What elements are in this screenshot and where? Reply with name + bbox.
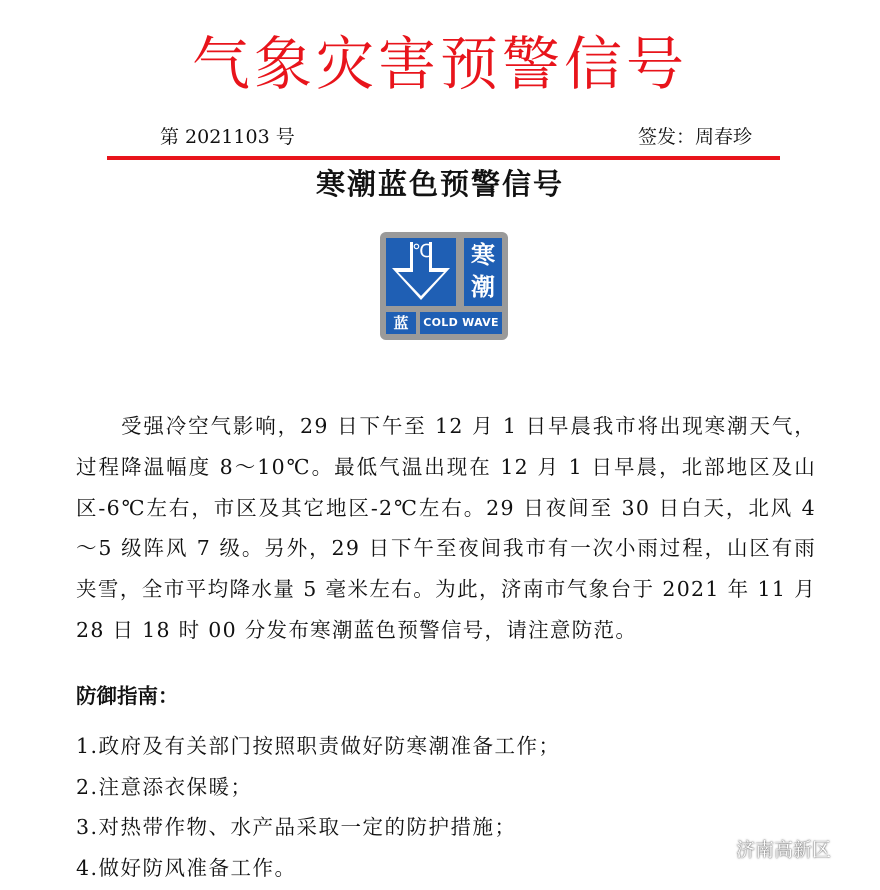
warning-paragraph: 受强冷空气影响，29 日下午至 12 月 1 日早晨我市将出现寒潮天气，过程降温幅度 8～10℃。最低气温出现在 12 月 1 日早晨，北部地区及山区-6℃左右，市区及其它地区-2℃左右。29 日夜间至 30 日白天，北风 4～5 级阵风 7 级。另外，29 日下午至夜间我市有一次小雨过程，山区有雨夹雪，全市平均降水量 5 毫米左右。为此，济南市气象台于 2021 年 11 月 28 日 18 时 00 分发布寒潮蓝色预警信号，请注意防范。: [76, 406, 816, 651]
guidance-item: 2.注意添衣保暖；: [76, 769, 561, 810]
badge-cold-char-1: 寒: [464, 240, 502, 270]
guidance-item: 3.对热带作物、水产品采取一定的防护措施；: [76, 809, 561, 850]
warning-subtitle: 寒潮蓝色预警信号: [0, 164, 880, 204]
celsius-unit: ℃: [402, 240, 442, 264]
badge-level: 蓝: [386, 312, 416, 334]
cold-wave-blue-warning-badge: [380, 232, 508, 340]
wechat-icon: [700, 836, 730, 860]
guidance-item: 4.做好防风准备工作。: [76, 850, 561, 890]
guidance-list: [76, 728, 561, 890]
red-divider: [107, 156, 780, 160]
document-title: 气象灾害预警信号: [0, 28, 880, 100]
badge-label: COLD WAVE: [420, 312, 502, 334]
watermark-text: 济南高新区: [736, 835, 831, 862]
watermark: [700, 835, 831, 861]
signer: 签发：周春珍: [638, 124, 752, 150]
document-number: 第 2021103 号: [160, 124, 295, 150]
guidance-heading: 防御指南：: [76, 680, 179, 712]
guidance-item: 1.政府及有关部门按照职责做好防寒潮准备工作；: [76, 728, 561, 769]
badge-cold-char-2: 潮: [464, 272, 502, 302]
